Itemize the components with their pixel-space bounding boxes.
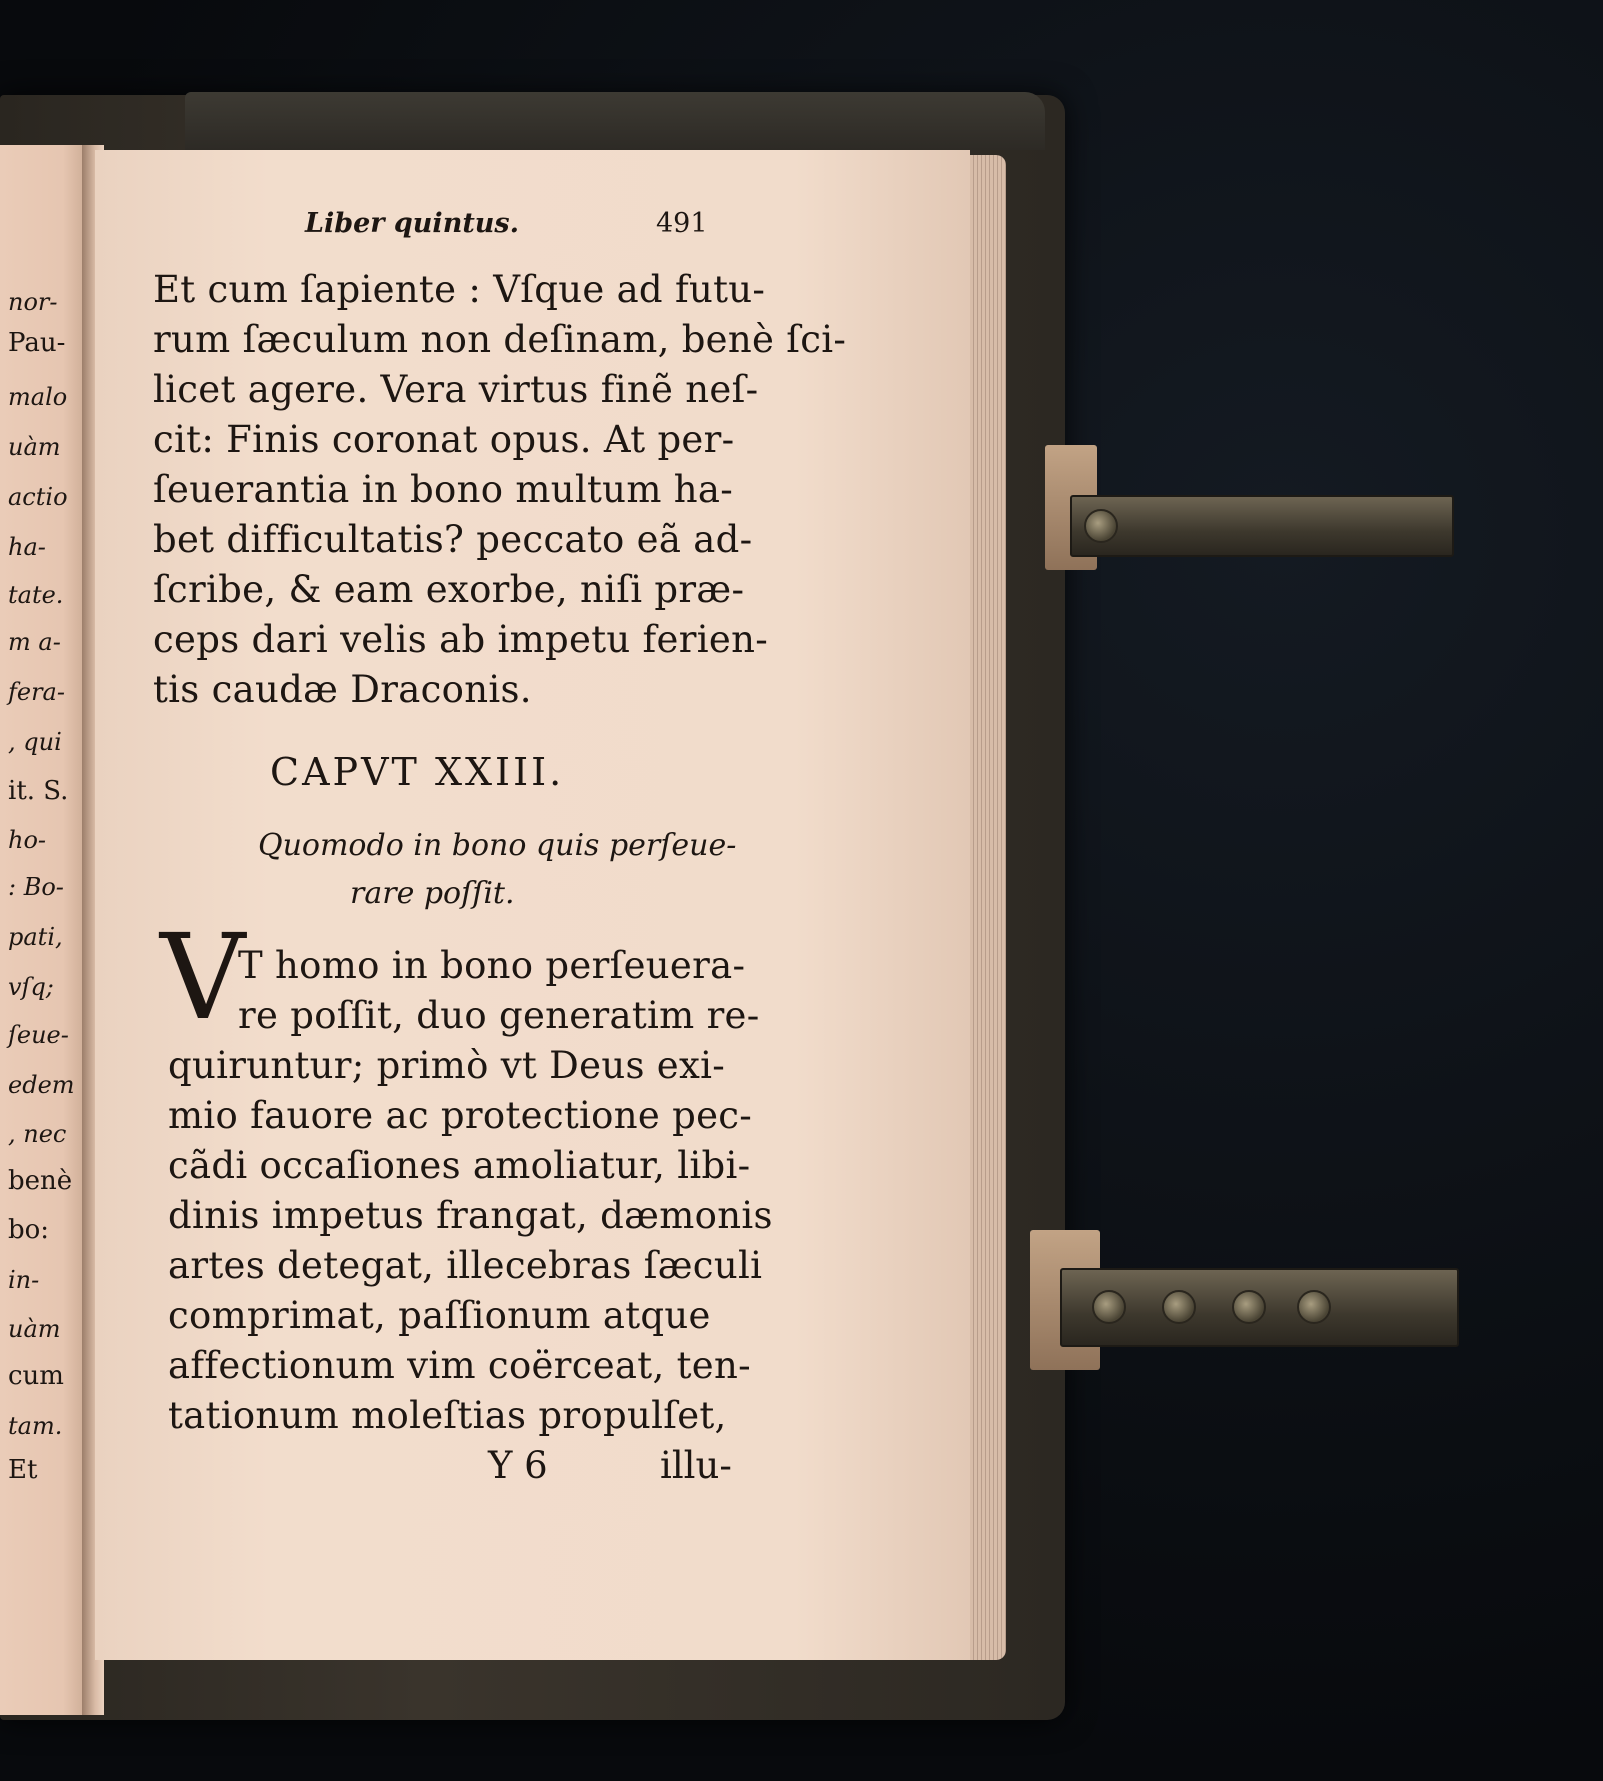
left-page-fragment: vſq; (8, 973, 54, 1001)
left-page-fragment: actio (8, 483, 68, 511)
left-page-fragment: ha- (8, 533, 46, 561)
clasp-upper (1070, 495, 1454, 557)
text-line: re poſſit, duo generatim re- (238, 994, 760, 1037)
rivet-icon (1162, 1290, 1196, 1324)
left-page-fragment: malo (8, 383, 68, 411)
left-page-fragment: : Bo- (8, 873, 64, 901)
page-edges (966, 155, 1006, 1660)
rivet-icon (1092, 1290, 1126, 1324)
text-line: tis caudæ Draconis. (153, 668, 532, 711)
running-head: Liber quintus. (305, 208, 520, 239)
left-page-fragment: pati, (8, 923, 63, 951)
text-line: quiruntur; primò vt Deus exi- (168, 1044, 726, 1087)
book-spine-top (185, 92, 1045, 150)
left-page-fragment: tam. (8, 1412, 63, 1440)
left-page-fragment: benè (8, 1166, 73, 1196)
rivet-icon (1084, 509, 1118, 543)
left-page-fragment: , nec (8, 1120, 67, 1148)
text-line: mio fauore ac protectione pec- (168, 1094, 753, 1137)
left-page-fragment: ſeue- (8, 1021, 69, 1049)
text-line: artes detegat, illecebras ſæculi (168, 1244, 763, 1287)
text-line: comprimat, paſſionum atque (168, 1294, 711, 1337)
left-page-fragment: tate. (8, 581, 64, 609)
left-page-fragment: cum (8, 1361, 64, 1391)
text-line: cãdi occaſiones amoliatur, libi- (168, 1144, 751, 1187)
left-page-fragment: it. S. (8, 776, 69, 806)
left-page-fragment: edem (8, 1071, 75, 1099)
text-line: rum ſæculum non deſinam, benè ſci- (153, 318, 847, 361)
text-line: dinis impetus frangat, dæmonis (168, 1194, 773, 1237)
left-page-fragment: m a- (8, 628, 61, 656)
left-page-fragment: nor- (8, 288, 58, 316)
left-page-fragment: uàm (8, 1315, 61, 1343)
text-line: Et cum ſapiente : Vſque ad futu- (153, 268, 766, 311)
left-page-fragment: in- (8, 1266, 40, 1294)
text-line: ſcribe, & eam exorbe, niſi præ- (153, 568, 745, 611)
text-line: licet agere. Vera virtus finẽ neſ- (153, 368, 759, 411)
left-page-fragment: , qui (8, 728, 62, 756)
left-page-fragment: Pau- (8, 328, 66, 358)
chapter-subtitle-line: Quomodo in bono quis perſeue- (258, 828, 737, 863)
text-line: ceps dari velis ab impetu ferien- (153, 618, 768, 661)
rivet-icon (1232, 1290, 1266, 1324)
text-line: bet difficultatis? peccato eã ad- (153, 518, 753, 561)
left-page-fragment: uàm (8, 433, 61, 461)
chapter-subtitle-line: rare poſſit. (350, 876, 515, 911)
text-line: T homo in bono perſeuera- (238, 944, 746, 987)
text-line: cit: Finis coronat opus. At per- (153, 418, 735, 461)
drop-cap: V (160, 908, 246, 1046)
signature-mark: Y 6 (488, 1444, 548, 1487)
text-line: tationum moleſtias propulſet, (168, 1394, 727, 1437)
clasp-lower (1060, 1268, 1459, 1347)
catchword: illu- (660, 1444, 732, 1487)
left-page-fragment: bo: (8, 1215, 50, 1245)
left-page-fragment: fera- (8, 678, 65, 706)
text-line: ſeuerantia in bono multum ha- (153, 468, 734, 511)
chapter-heading: CAPVT XXIII. (270, 750, 565, 794)
left-page-fragment: Et (8, 1455, 38, 1485)
left-page-fragment: ho- (8, 826, 47, 854)
page-number: 491 (656, 208, 708, 239)
text-line: affectionum vim coërceat, ten- (168, 1344, 751, 1387)
rivet-icon (1297, 1290, 1331, 1324)
